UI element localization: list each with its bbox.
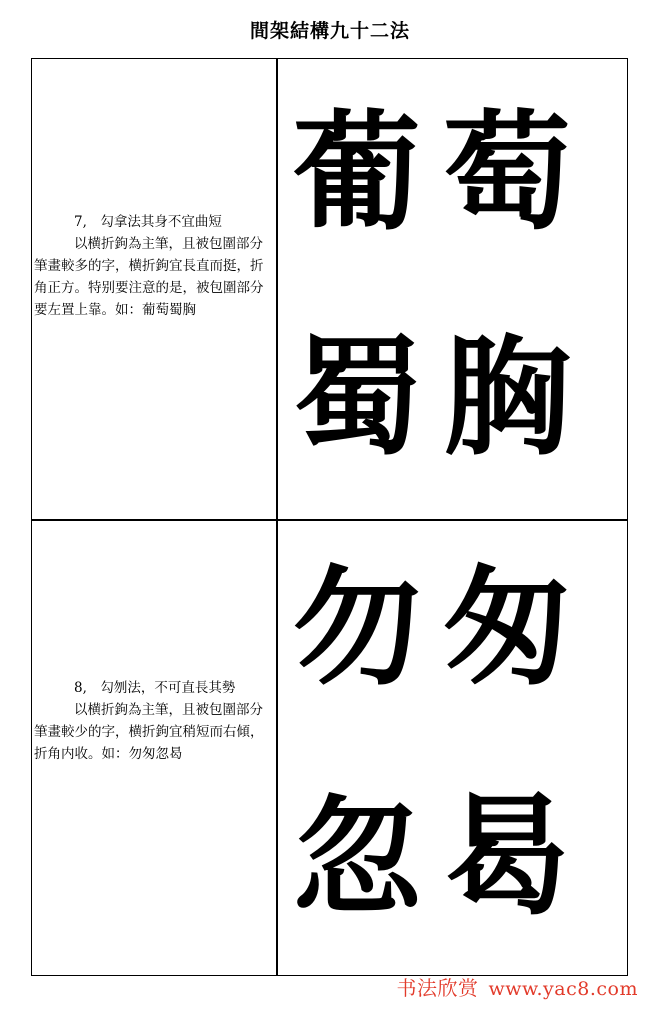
row-divider — [32, 519, 627, 521]
char-xiong: 胸 — [442, 324, 571, 473]
char-he: 曷 — [442, 784, 571, 933]
section-8-heading: 8, 勾刎法，不可直長其勢 — [74, 680, 236, 696]
content-grid — [31, 58, 628, 976]
section-7-heading: 7, 勾拿法其身不宜曲短 — [74, 214, 222, 230]
footer-watermark — [396, 972, 638, 1001]
char-shu: 蜀 — [292, 324, 421, 473]
section-8-description — [34, 677, 272, 765]
section-7-body: 以横折鉤為主筆，且被包圍部分筆畫較多的字，横折鉤宜長直而挺，折角正方。特别要注意的是，被包圍部分要左置上靠。如：葡萄蜀胸 — [34, 236, 264, 318]
section-7-description — [34, 211, 272, 321]
column-divider — [276, 59, 278, 975]
page-title: 間架結構九十二法 — [249, 20, 410, 42]
char-tao: 萄 — [442, 99, 571, 248]
footer-site: www.yac8.com — [488, 978, 638, 1000]
char-pu: 葡 — [292, 99, 421, 248]
section-8-body: 以横折鉤為主筆，且被包圍部分筆畫較少的字，横折鉤宜稍短而右傾，折角内收。如：勿匆忽曷 — [34, 702, 264, 762]
footer-brand: 书法欣赏 — [396, 976, 479, 1000]
char-wu: 勿 — [292, 554, 421, 703]
char-cong: 匆 — [442, 554, 571, 703]
char-hu: 忽 — [292, 784, 421, 933]
